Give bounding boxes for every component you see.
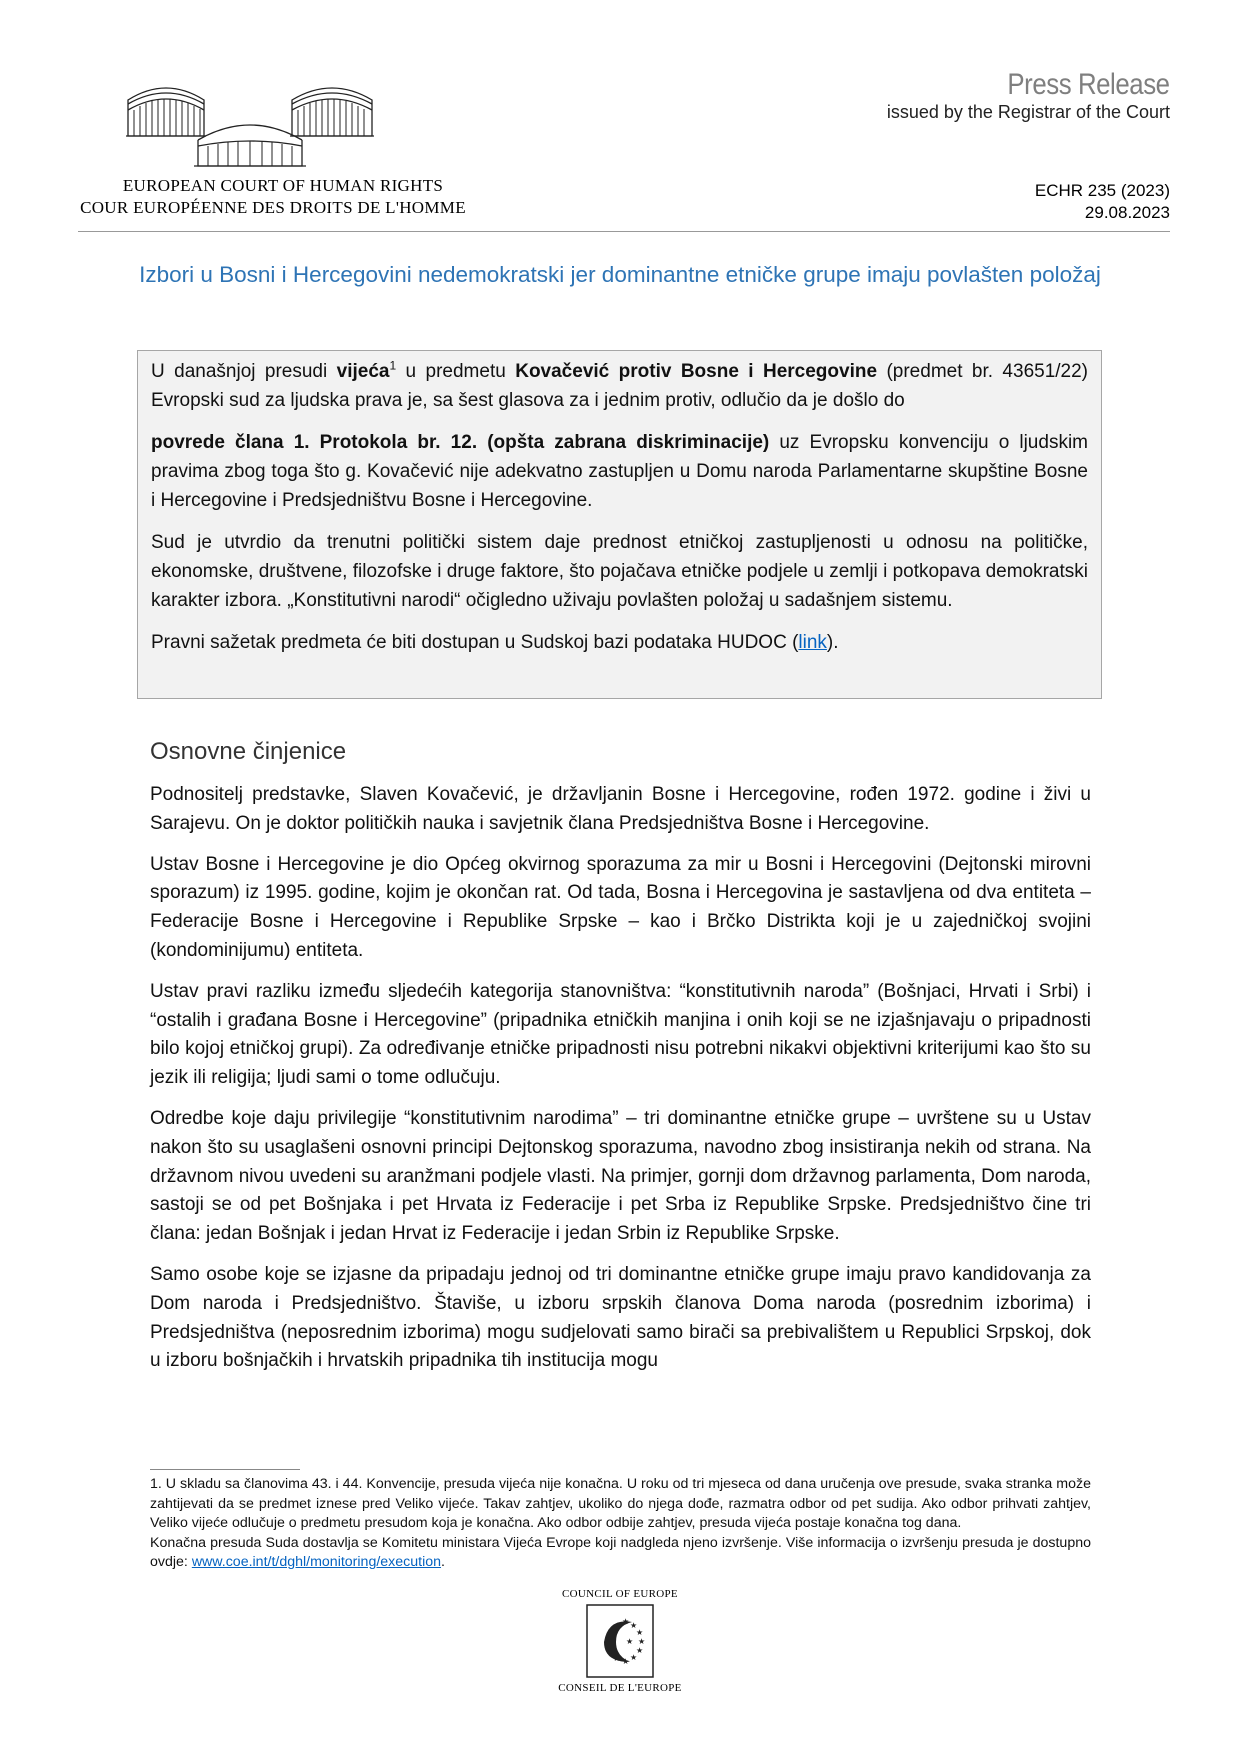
svg-text:★: ★ [636, 1646, 644, 1655]
body-paragraph: Podnositelj predstavke, Slaven Kovačević, je državljanin Bosne i Hercegovine, rođen 1972. godine i živi u Sarajevu. On je doktor političkih nauka i savjetnik člana Predsjedništva Bosne i Hercegovine. [150, 784, 1091, 834]
summary-paragraph-1 [151, 357, 1088, 415]
reference-number: ECHR 235 (2023) [1034, 181, 1170, 200]
body-paragraph: Ustav pravi razliku između sljedećih kategorija stanovništva: “konstitutivnih naroda” (Bošnjaci, Hrvati i Srbi) i “ostalih i građana Bosne i Hercegovine” (pripadnika etničkih manjina i onih koji se ne izjašnjavaju o pripadnosti bilo kojoj etničkoj grupi). Za određivanje etničke pripadnosti nisu potrebni nikakvi objektivni kriterijumi kao što su jezik ili religija; ljudi sami o tome odlučuju. [150, 980, 1091, 1089]
summary-text: U današnjoj presudi [151, 361, 337, 382]
svg-text:★: ★ [622, 1657, 630, 1666]
footnote-text: . [441, 1554, 445, 1570]
svg-text:★: ★ [638, 1637, 646, 1646]
summary-text: (predmet br. 43651/22) Evropski sud za ljudska prava je, sa šest glasova za i jednim protiv, odlučio da je došlo do [151, 361, 1089, 411]
body-paragraph: Samo osobe koje se izjasne da pripadaju jednoj od tri dominantne etničke grupe imaju pravo kandidovanja za Dom naroda i Predsjedništvo. Štaviše, u izboru srpskih članova Doma naroda (posrednim izborima) i Predsjedništva (neposrednim izborima) mogu sudjelovati samo birači sa prebivalištem u Republici Srpskoj, dok u izboru bošnjačkih i hrvatskih pripadnika tih institucija mogu [150, 1263, 1091, 1372]
summary-paragraph-3: Sud je utvrdio da trenutni politički sistem daje prednost etničkoj zastupljenosti u odnosu na političke, ekonomske, društvene, filozofske i druge faktore, što pojačava etničke podjele u zemlji i potkopava demokratski karakter izbora. „Konstitutivni narodi“ očigledno uživaju povlašten položaj u sadašnjem sistemu. [151, 532, 1088, 611]
footnote [150, 1475, 1091, 1573]
hudoc-link[interactable]: link [798, 632, 827, 653]
violation-statement: povrede člana 1. Protokola br. 12. (opšta zabrana diskriminacije) [151, 432, 770, 453]
court-name-fr: COUR EUROPÉENNE DES DROITS DE L'HOMME [80, 198, 466, 217]
coe-name-en: COUNCIL OF EUROPE [562, 1588, 678, 1600]
footnote-1: 1. U skladu sa članovima 43. i 44. Konvencije, presuda vijeća nije konačna. U roku od tri mjeseca od dana uručenja ove presude, svaka stranka može zahtijevati da se predmet iznese pred Veliko vijeće. Takav zahtjev, ukoliko do njega dođe, razmatra odbor od pet sudija. Ako odbor prihvati zahtjev, Veliko vijeće odlučuje o predmetu presudom koja je konačna. Ako odbor odbije zahtjev, presuda vijeća postaje konačna tog dana. [150, 1476, 1091, 1531]
header-divider [78, 231, 1170, 232]
release-reference [1035, 180, 1170, 224]
press-release-title: Press Release [1007, 68, 1170, 101]
svg-text:★: ★ [622, 1617, 630, 1626]
svg-text:★: ★ [607, 1647, 615, 1656]
release-date: 29.08.2023 [1084, 203, 1170, 222]
footnote-divider [150, 1469, 300, 1470]
body-paragraph: Odredbe koje daju privilegije “konstitutivnim narodima” – tri dominantne etničke grupe – uvrštene su u Ustav nakon što su usaglašeni osnovni principi Dejtonskog sporazuma, navodno zbog insistiranja nekih od strana. Na državnom nivou uvedeni su aranžmani podjele vlasti. Na primjer, gornji dom državnog parlamenta, Dom naroda, sastoji se od pet Bošnjaka i pet Hrvata iz Federacije i pet Srba iz Republike Srpske. Predsjedništvo čine tri člana: jedan Bošnjak i jedan Hrvat iz Federacije i jedan Srbin iz Republike Srpske. [150, 1107, 1091, 1245]
summary-text: uz Evropsku konvenciju o ljudskim pravima zbog toga što g. Kovačević nije adekvatno zastupljen u Domu naroda Parlamentarne skupštine Bosne i Hercegovine i Predsjedništvu Bosne i Hercegovine. [151, 432, 1088, 511]
svg-text:★: ★ [630, 1621, 638, 1630]
svg-text:★: ★ [613, 1654, 621, 1663]
footnote-marker[interactable]: 1 [389, 358, 397, 373]
summary-text: u predmetu [396, 361, 516, 382]
body-paragraph: Ustav Bosne i Hercegovine je dio Općeg okvirnog sporazuma za mir u Bosni i Hercegovini (Dejtonski mirovni sporazum) iz 1995. godine, kojim je okončan rat. Od tada, Bosna i Hercegovina je sastavljena od dva entiteta – Federacije Bosne i Hercegovine i Republike Srpske – kao i Brčko Distrikta koji je u zajedničkoj svojini (kondominijumu) entiteta. [150, 853, 1091, 961]
footnote-text: Konačna presuda Suda dostavlja se Komitetu ministara Vijeća Evrope koji nadgleda njeno izvršenje. Više informacija o izvršenju presuda je dostupno ovdje: [150, 1534, 1091, 1570]
court-name-en: EUROPEAN COURT OF HUMAN RIGHTS [122, 176, 444, 195]
svg-text:★: ★ [630, 1653, 638, 1662]
execution-link[interactable]: www.coe.int/t/dghl/monitoring/execution [191, 1554, 442, 1570]
summary-text: ). [826, 632, 839, 653]
summary-box [137, 350, 1102, 699]
body-text [150, 781, 1091, 1388]
issued-by: issued by the Registrar of the Court [886, 102, 1170, 122]
svg-text:★: ★ [636, 1628, 644, 1637]
footnote-2 [150, 1534, 1091, 1573]
case-name: Kovačević protiv Bosne i Hercegovine [515, 361, 878, 382]
court-logo [78, 74, 468, 230]
section-title: Osnovne činjenice [150, 738, 347, 765]
court-building-icon [126, 74, 376, 174]
summary-paragraph-2 [151, 428, 1088, 515]
council-of-europe-logo [540, 1588, 700, 1728]
summary-text: Pravni sažetak predmeta će biti dostupan u Sudskoj bazi podataka HUDOC ( [151, 632, 799, 653]
summary-paragraph-4 [151, 628, 1088, 657]
coe-name-fr: CONSEIL DE L'EUROPE [558, 1682, 682, 1694]
summary-bold-chamber: vijeća [336, 361, 390, 382]
coe-emblem-icon [586, 1604, 654, 1678]
svg-text:★: ★ [626, 1637, 634, 1646]
headline: Izbori u Bosni i Hercegovini nedemokratski jer dominantne etničke grupe imaju povlašten položaj [139, 262, 1101, 287]
